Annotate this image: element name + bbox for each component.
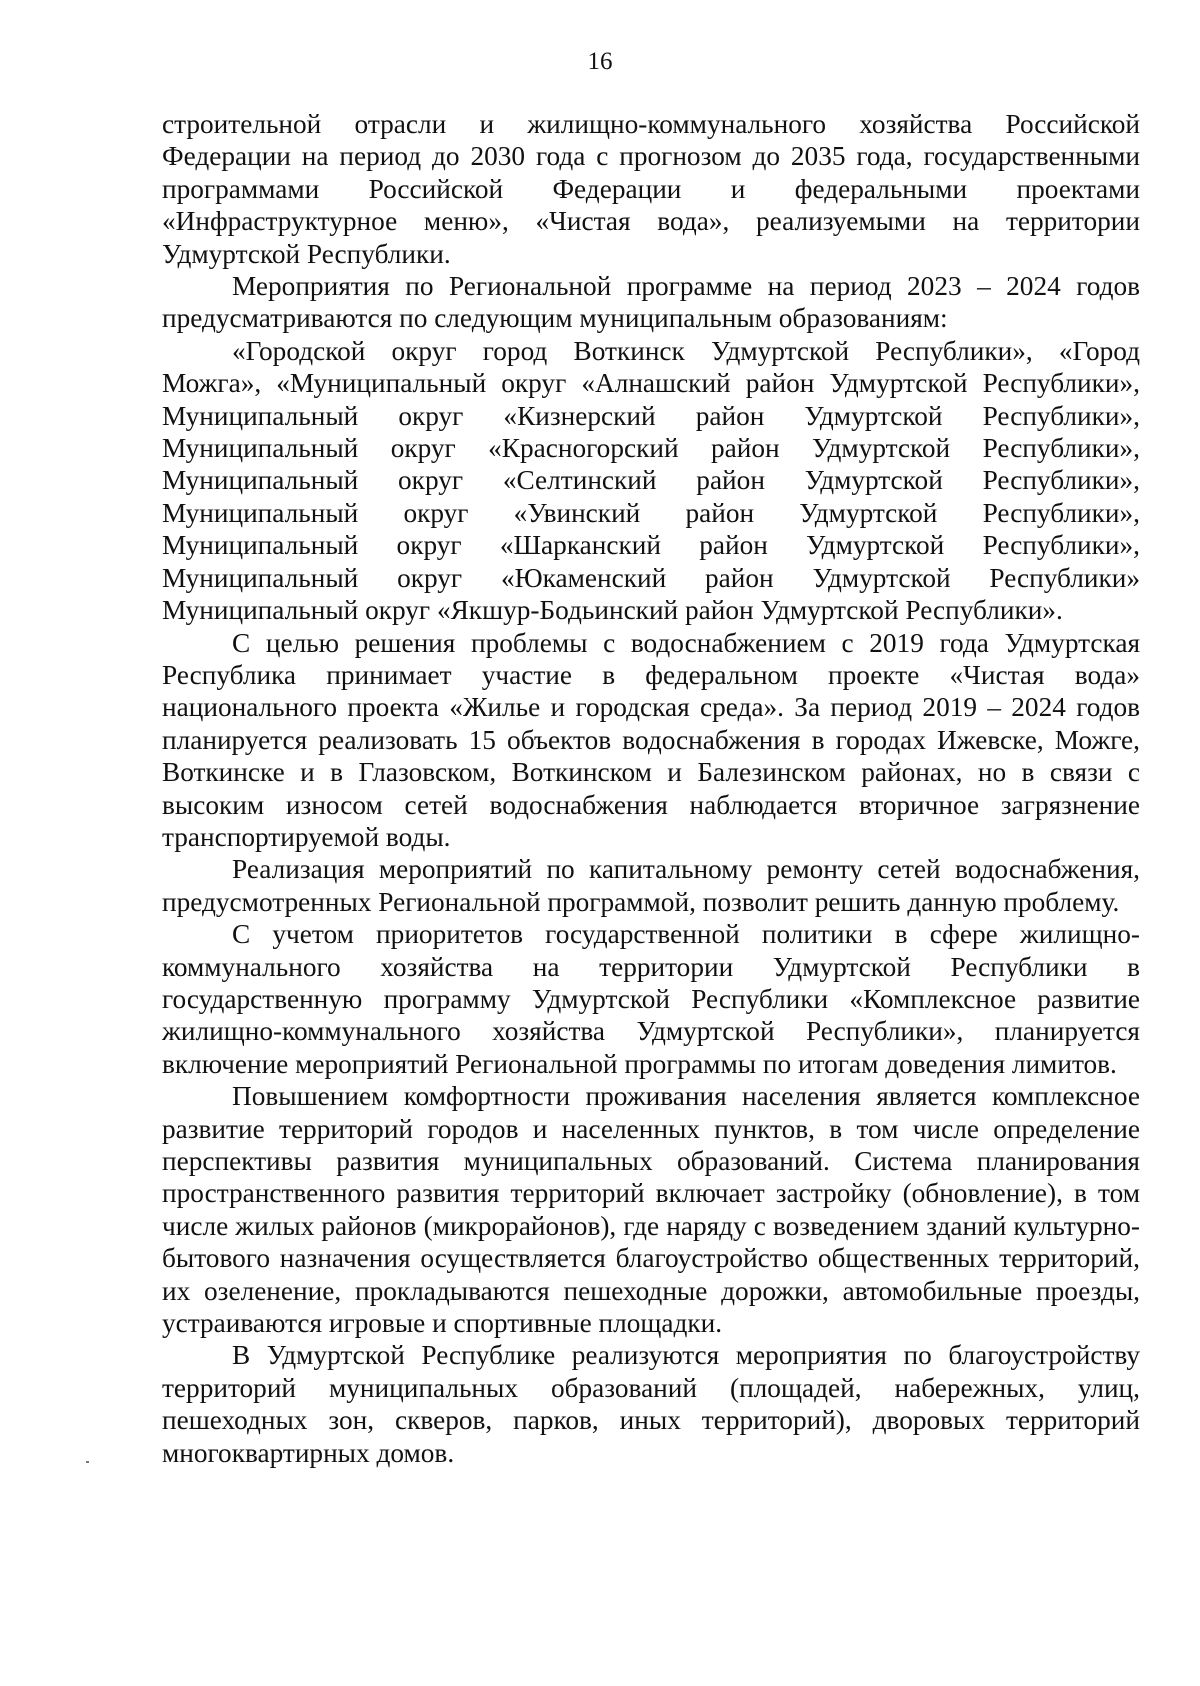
document-body [162, 108, 1140, 1469]
paragraph-capital-repair: Реализация мероприятий по капитальному ремонту сетей водоснабжения, предусмотренных Региональной программой, позволит решить данную проблему. [162, 854, 1140, 917]
paragraph-continuation: строительной отрасли и жилищно-коммунального хозяйства Российской Федерации на период до 2030 года с прогнозом до 2035 года, государственными программами Российской Федерации и федеральными проектами «Инфраструктурное меню», «Чистая вода», реализуемыми на территории Удмуртской Республики. [162, 109, 1140, 269]
municipality-line: Муниципальный округ «Кизнерский район Удмуртской Республики», [162, 400, 1140, 431]
municipality-line: Муниципальный округ «Красногорский район Удмуртской Республики», [162, 433, 1140, 464]
paragraph-program-events: Мероприятия по Региональной программе на период 2023 – 2024 годов предусматриваются по следующим муниципальным образованиям: [162, 271, 1140, 334]
paragraph-water-supply: С целью решения проблемы с водоснабжением с 2019 года Удмуртская Республика принимает участие в федеральном проекте «Чистая вода» национального проекта «Жилье и городская среда». За период 2019 – 2024 годов планируется реализовать 15 объектов водоснабжения в городах Ижевске, Можге, Воткинске и в Глазовском, Воткинском и Балезинском районах, но в связи с высоким износом сетей водоснабжения наблюдается вторичное загрязнение транспортируемой воды. [162, 627, 1140, 852]
page-number: 16 [587, 48, 613, 75]
paragraph-landscaping: В Удмуртской Республике реализуются мероприятия по благоустройству территорий муниципальных образований (площадей, набережных, улиц, пешеходных зон, скверов, парков, иных территорий), дворовых территорий многоквартирных домов. [162, 1340, 1140, 1468]
municipality-line: Можга», «Муниципальный округ «Алнашский район Удмуртской Республики», [162, 368, 1140, 399]
municipality-line: Муниципальный округ «Селтинский район Удмуртской Республики», [162, 465, 1140, 496]
municipality-line: Муниципальный округ «Юкаменский район Удмуртской Республики» [162, 562, 1140, 593]
paragraph-municipalities-list [162, 335, 1140, 627]
municipality-line: «Городской округ город Воткинск Удмуртской Республики», «Город [232, 335, 1140, 366]
municipality-line: Муниципальный округ «Шарканский район Удмуртской Республики», [162, 530, 1140, 561]
scan-artifact-mark [86, 1461, 89, 1463]
paragraph-state-policy: С учетом приоритетов государственной политики в сфере жилищно-коммунального хозяйства на территории Удмуртской Республики в государственную программу Удмуртской Республики «Комплексное развитие жилищно-коммунального хозяйства Удмуртской Республики», планируется включение мероприятий Региональной программы по итогам доведения лимитов. [162, 919, 1140, 1079]
municipality-line: Муниципальный округ «Увинский район Удмуртской Республики», [162, 497, 1140, 528]
municipality-line: Муниципальный округ «Якшур-Бодьинский район Удмуртской Республики». [162, 595, 1063, 626]
paragraph-comfort-living: Повышением комфортности проживания населения является комплексное развитие территорий городов и населенных пунктов, в том числе определение перспективы развития муниципальных образований. Система планирования пространственного развития территорий включает застройку (обновление), в том числе жилых районов (микрорайонов), где наряду с возведением зданий культурно-бытового назначения осуществляется благоустройство общественных территорий, их озеленение, прокладываются пешеходные дорожки, автомобильные проезды, устраиваются игровые и спортивные площадки. [162, 1081, 1140, 1339]
